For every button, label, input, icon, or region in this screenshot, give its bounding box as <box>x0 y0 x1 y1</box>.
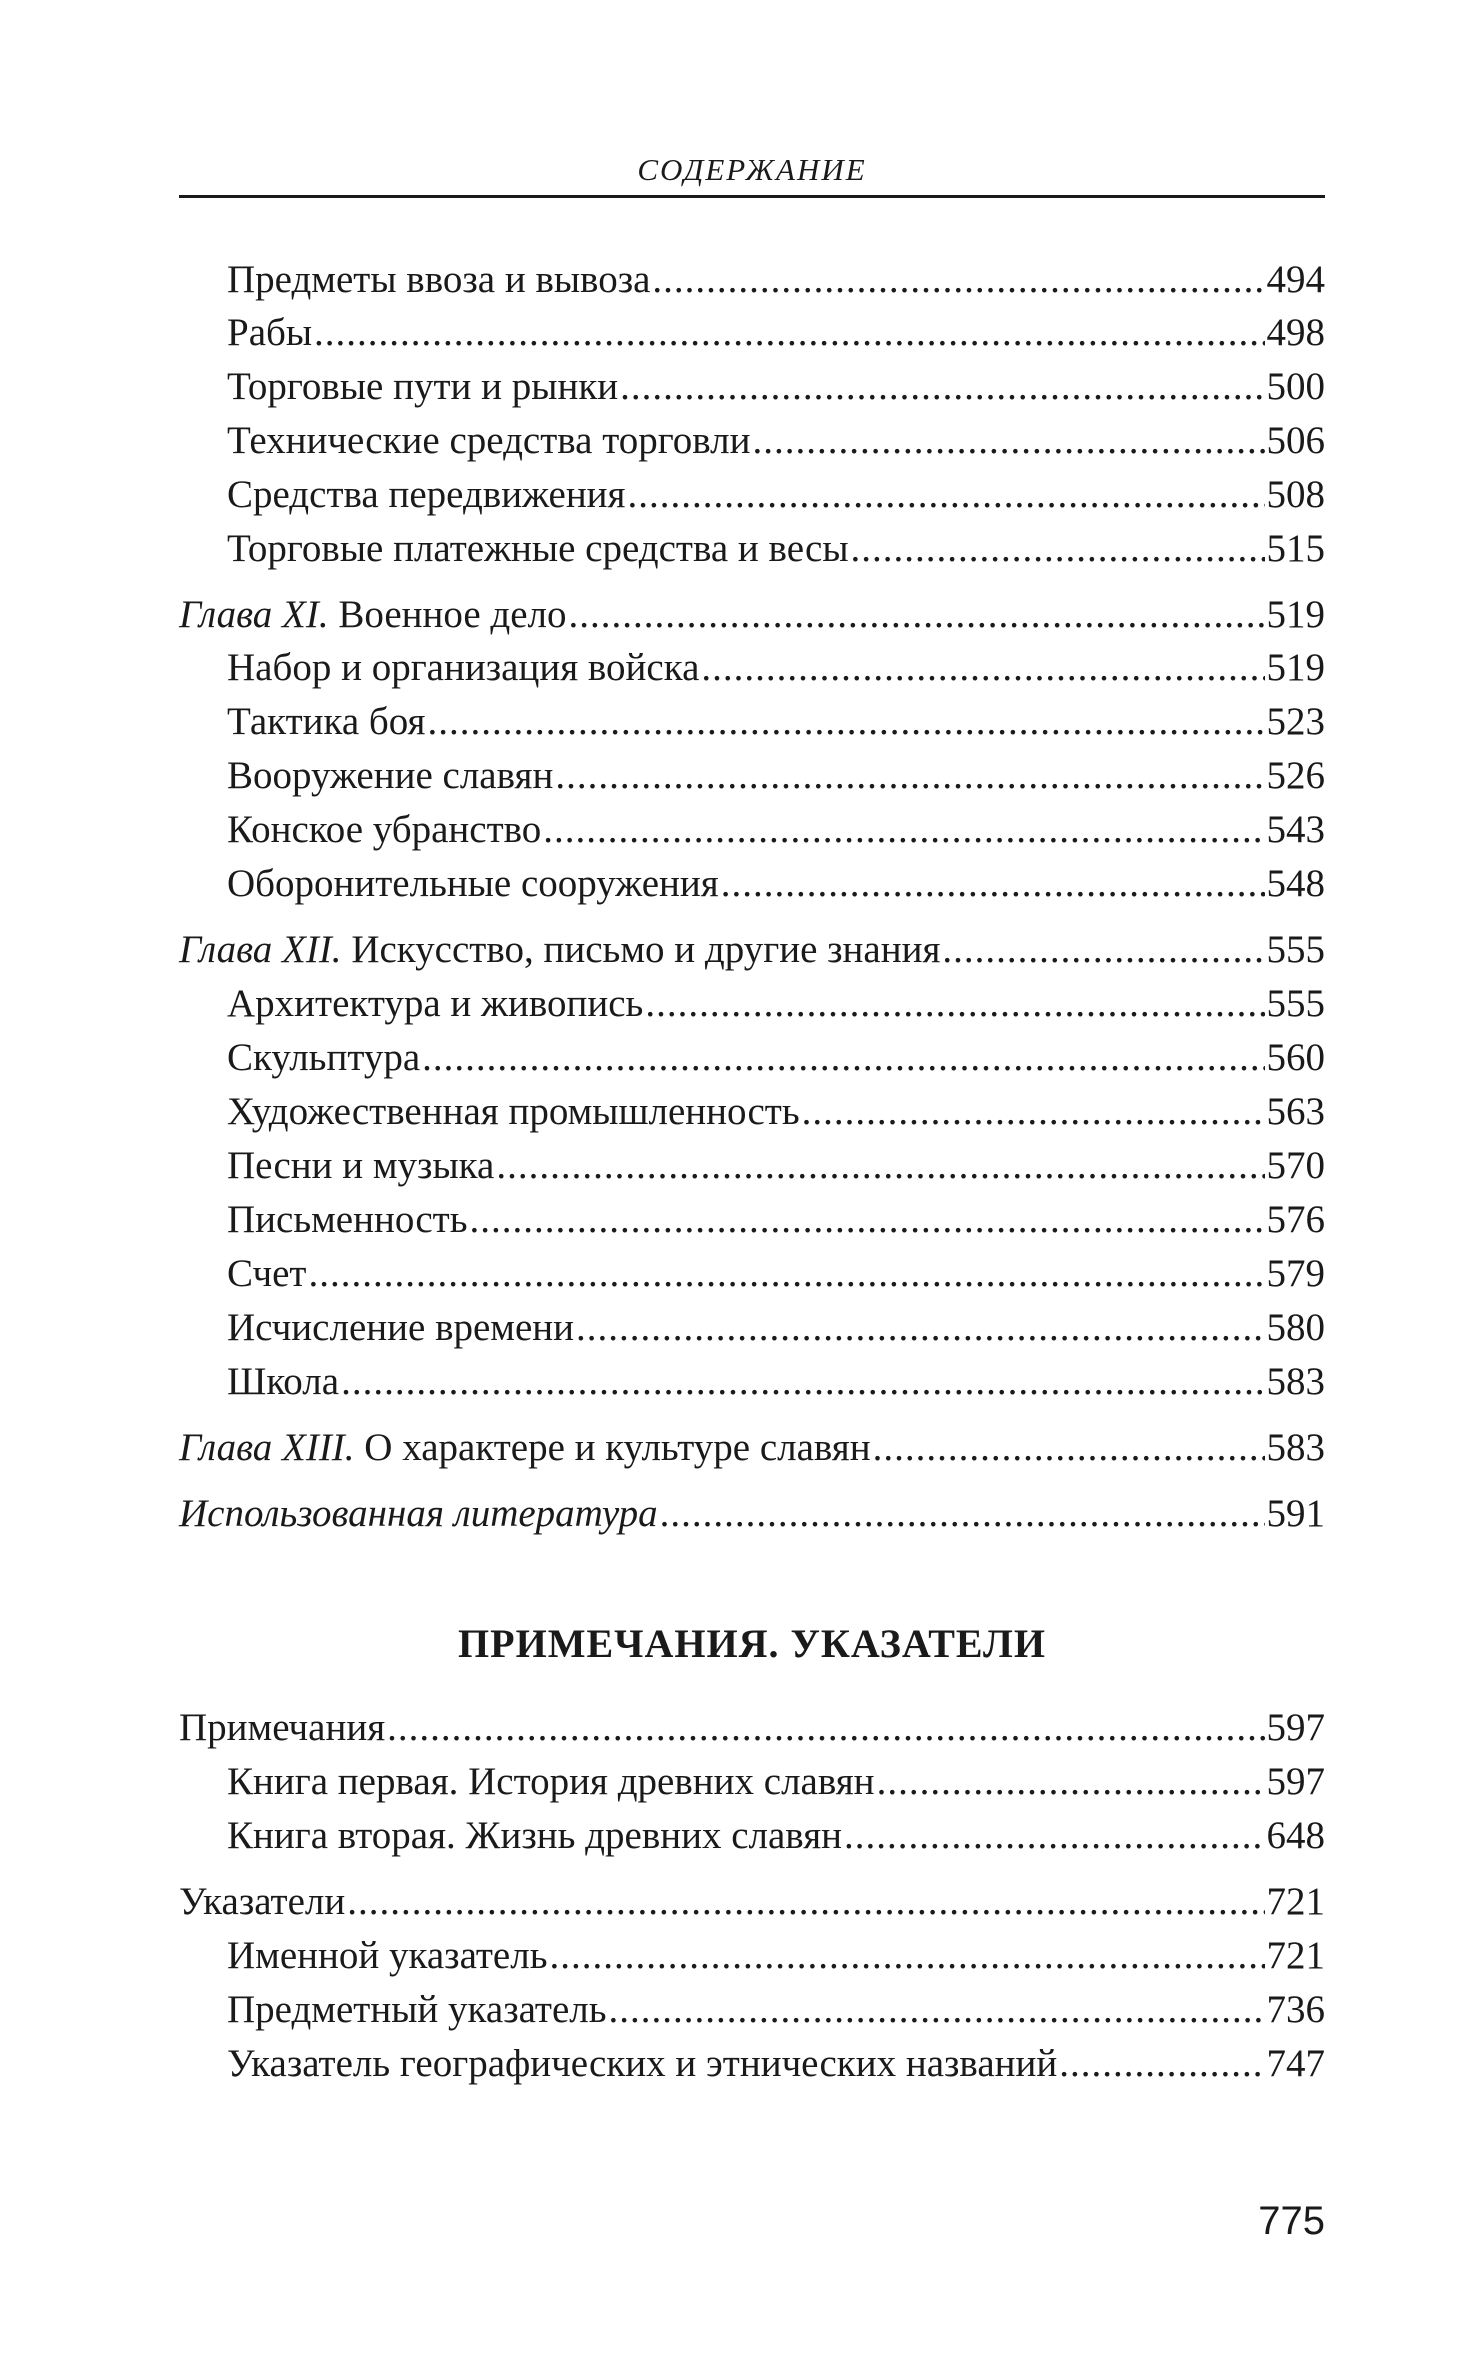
toc-entry-title: Торговые пути и рынки <box>227 365 619 408</box>
dot-leader <box>555 751 1264 801</box>
toc-page-number: 563 <box>1266 1090 1325 1133</box>
toc-entry <box>179 1703 1325 1753</box>
toc-entry <box>179 524 1325 574</box>
toc-entry <box>179 1877 1325 1927</box>
toc-entry <box>179 643 1325 693</box>
dot-leader <box>851 524 1265 574</box>
dot-leader <box>569 590 1265 640</box>
toc-entry <box>179 1931 1325 1981</box>
toc-page-number: 583 <box>1266 1426 1325 1469</box>
dot-leader <box>387 1703 1264 1753</box>
toc-page-number: 560 <box>1266 1036 1325 1079</box>
bibliography-label: Использованная литература <box>179 1492 658 1535</box>
toc-entry <box>179 1195 1325 1245</box>
toc-entry-title: Школа <box>227 1360 340 1403</box>
toc-chapter-entry <box>179 590 1325 640</box>
toc-entry <box>179 308 1325 358</box>
toc-entry-title: Художественная промышленность <box>227 1090 800 1133</box>
toc-page-number: 548 <box>1266 862 1325 905</box>
toc-entry-title: Технические средства торговли <box>227 419 751 462</box>
toc-entry-title: Средства передвижения <box>227 473 626 516</box>
dot-leader <box>721 859 1265 909</box>
toc-entry-title: Глава XII. Искусство, письмо и другие знания <box>179 928 941 971</box>
toc-page-number: 506 <box>1266 419 1325 462</box>
dot-leader <box>422 1033 1264 1083</box>
dot-leader <box>543 805 1264 855</box>
toc-page-number: 526 <box>1266 754 1325 797</box>
toc-entry-title: Книга первая. История древних славян <box>227 1760 875 1803</box>
chapter-label: Глава XII. <box>179 928 342 971</box>
toc-entry <box>179 2039 1325 2089</box>
toc-page-number: 747 <box>1266 2042 1325 2085</box>
toc-entry-title: Рабы <box>227 311 313 354</box>
toc-entry <box>179 1303 1325 1353</box>
toc-page-number: 515 <box>1266 527 1325 570</box>
toc-entry <box>179 1087 1325 1137</box>
toc-entry-title: Оборонительные сооружения <box>227 862 719 905</box>
toc-page-number: 543 <box>1266 808 1325 851</box>
toc-entry-title: Предметы ввоза и вывоза <box>227 258 651 301</box>
running-head: СОДЕРЖАНИЕ <box>637 152 867 187</box>
toc-page-number: 555 <box>1266 982 1325 1025</box>
toc-entry <box>179 470 1325 520</box>
dot-leader <box>1059 2039 1264 2089</box>
dot-leader <box>802 1087 1265 1137</box>
page-number: 775 <box>1258 2199 1325 2243</box>
toc-entry-title: Счет <box>227 1252 307 1295</box>
dot-leader <box>496 1141 1264 1191</box>
toc-page-number: 580 <box>1266 1306 1325 1349</box>
dot-leader <box>576 1303 1264 1353</box>
toc-page-number: 579 <box>1266 1252 1325 1295</box>
toc-entry <box>179 1141 1325 1191</box>
dot-leader <box>609 1985 1265 2035</box>
dot-leader <box>427 697 1264 747</box>
toc-entry <box>179 416 1325 466</box>
toc-entry-title: Предметный указатель <box>227 1988 607 2031</box>
toc-page-number: 523 <box>1266 700 1325 743</box>
toc-entry-title <box>179 1489 658 1539</box>
header-rule <box>179 195 1325 198</box>
toc-page-number: 508 <box>1266 473 1325 516</box>
toc-entry <box>179 859 1325 909</box>
toc-entry <box>179 805 1325 855</box>
toc-page-number: 721 <box>1266 1934 1325 1977</box>
toc-page-number: 583 <box>1266 1360 1325 1403</box>
toc-page-number: 519 <box>1266 593 1325 636</box>
toc-entry-title: Примечания <box>179 1706 386 1749</box>
toc-entry-title: Книга вторая. Жизнь древних славян <box>227 1814 843 1857</box>
dot-leader <box>942 925 1264 975</box>
dot-leader <box>314 308 1264 358</box>
dot-leader <box>550 1931 1265 1981</box>
toc-entry <box>179 1811 1325 1861</box>
dot-leader <box>620 362 1264 412</box>
dot-leader <box>308 1249 1264 1299</box>
toc-entry-title: Скульптура <box>227 1036 421 1079</box>
dot-leader <box>701 643 1264 693</box>
dot-leader <box>652 255 1264 305</box>
toc-page-number: 597 <box>1266 1760 1325 1803</box>
toc-chapter-entry <box>179 925 1325 975</box>
toc-entry <box>179 1249 1325 1299</box>
toc-page-number: 500 <box>1266 365 1325 408</box>
toc-entry <box>179 979 1325 1029</box>
toc-entry-title: Набор и организация войска <box>227 646 700 689</box>
toc-page-number: 519 <box>1266 646 1325 689</box>
toc-entry-title: Тактика боя <box>227 700 426 743</box>
dot-leader <box>844 1811 1264 1861</box>
toc-page-number: 591 <box>1266 1492 1325 1535</box>
toc-entry-title: Конское убранство <box>227 808 542 851</box>
toc-page-number: 736 <box>1266 1988 1325 2031</box>
dot-leader <box>628 470 1265 520</box>
toc-chapter-entry <box>179 1423 1325 1473</box>
toc-page-number: 721 <box>1266 1880 1325 1923</box>
toc-page-number: 648 <box>1266 1814 1325 1857</box>
dot-leader <box>469 1195 1264 1245</box>
toc-entry <box>179 697 1325 747</box>
toc-chapter-entry <box>179 1489 1325 1539</box>
toc-entry <box>179 1985 1325 2035</box>
dot-leader <box>877 1757 1265 1807</box>
toc-page-number: 570 <box>1266 1144 1325 1187</box>
dot-leader <box>645 979 1264 1029</box>
dot-leader <box>660 1489 1265 1539</box>
chapter-label: Глава XIII. <box>179 1426 355 1469</box>
toc-entry-title: Вооружение славян <box>227 754 554 797</box>
toc-entry <box>179 1757 1325 1807</box>
toc-entry <box>179 255 1325 305</box>
toc-entry-title: Глава XI. Военное дело <box>179 593 567 636</box>
toc-entry-title: Торговые платежные средства и весы <box>227 527 849 570</box>
toc-entry-title: Песни и музыка <box>227 1144 495 1187</box>
dot-leader <box>753 416 1265 466</box>
toc-page-number: 597 <box>1266 1706 1325 1749</box>
toc-entry-title: Указатель географических и этнических названий <box>227 2042 1058 2085</box>
toc-page-number: 555 <box>1266 928 1325 971</box>
section-heading: ПРИМЕЧАНИЯ. УКАЗАТЕЛИ <box>458 1621 1046 1666</box>
toc-entry-title: Исчисление времени <box>227 1306 575 1349</box>
dot-leader <box>341 1357 1264 1407</box>
chapter-label: Глава XI. <box>179 593 329 636</box>
toc-entry <box>179 1033 1325 1083</box>
toc-entry-title: Именной указатель <box>227 1934 548 1977</box>
dot-leader <box>873 1423 1265 1473</box>
toc-entry <box>179 751 1325 801</box>
toc-page-number: 494 <box>1266 258 1325 301</box>
toc-entry-title: Глава XIII. О характере и культуре славян <box>179 1426 871 1469</box>
toc-page-number: 576 <box>1266 1198 1325 1241</box>
toc-entry <box>179 1357 1325 1407</box>
toc-entry <box>179 362 1325 412</box>
toc-entry-title: Письменность <box>227 1198 468 1241</box>
toc-entry-title: Архитектура и живопись <box>227 982 644 1025</box>
toc-entry-title: Указатели <box>179 1880 346 1923</box>
dot-leader <box>347 1877 1264 1927</box>
toc-page-number: 498 <box>1266 311 1325 354</box>
